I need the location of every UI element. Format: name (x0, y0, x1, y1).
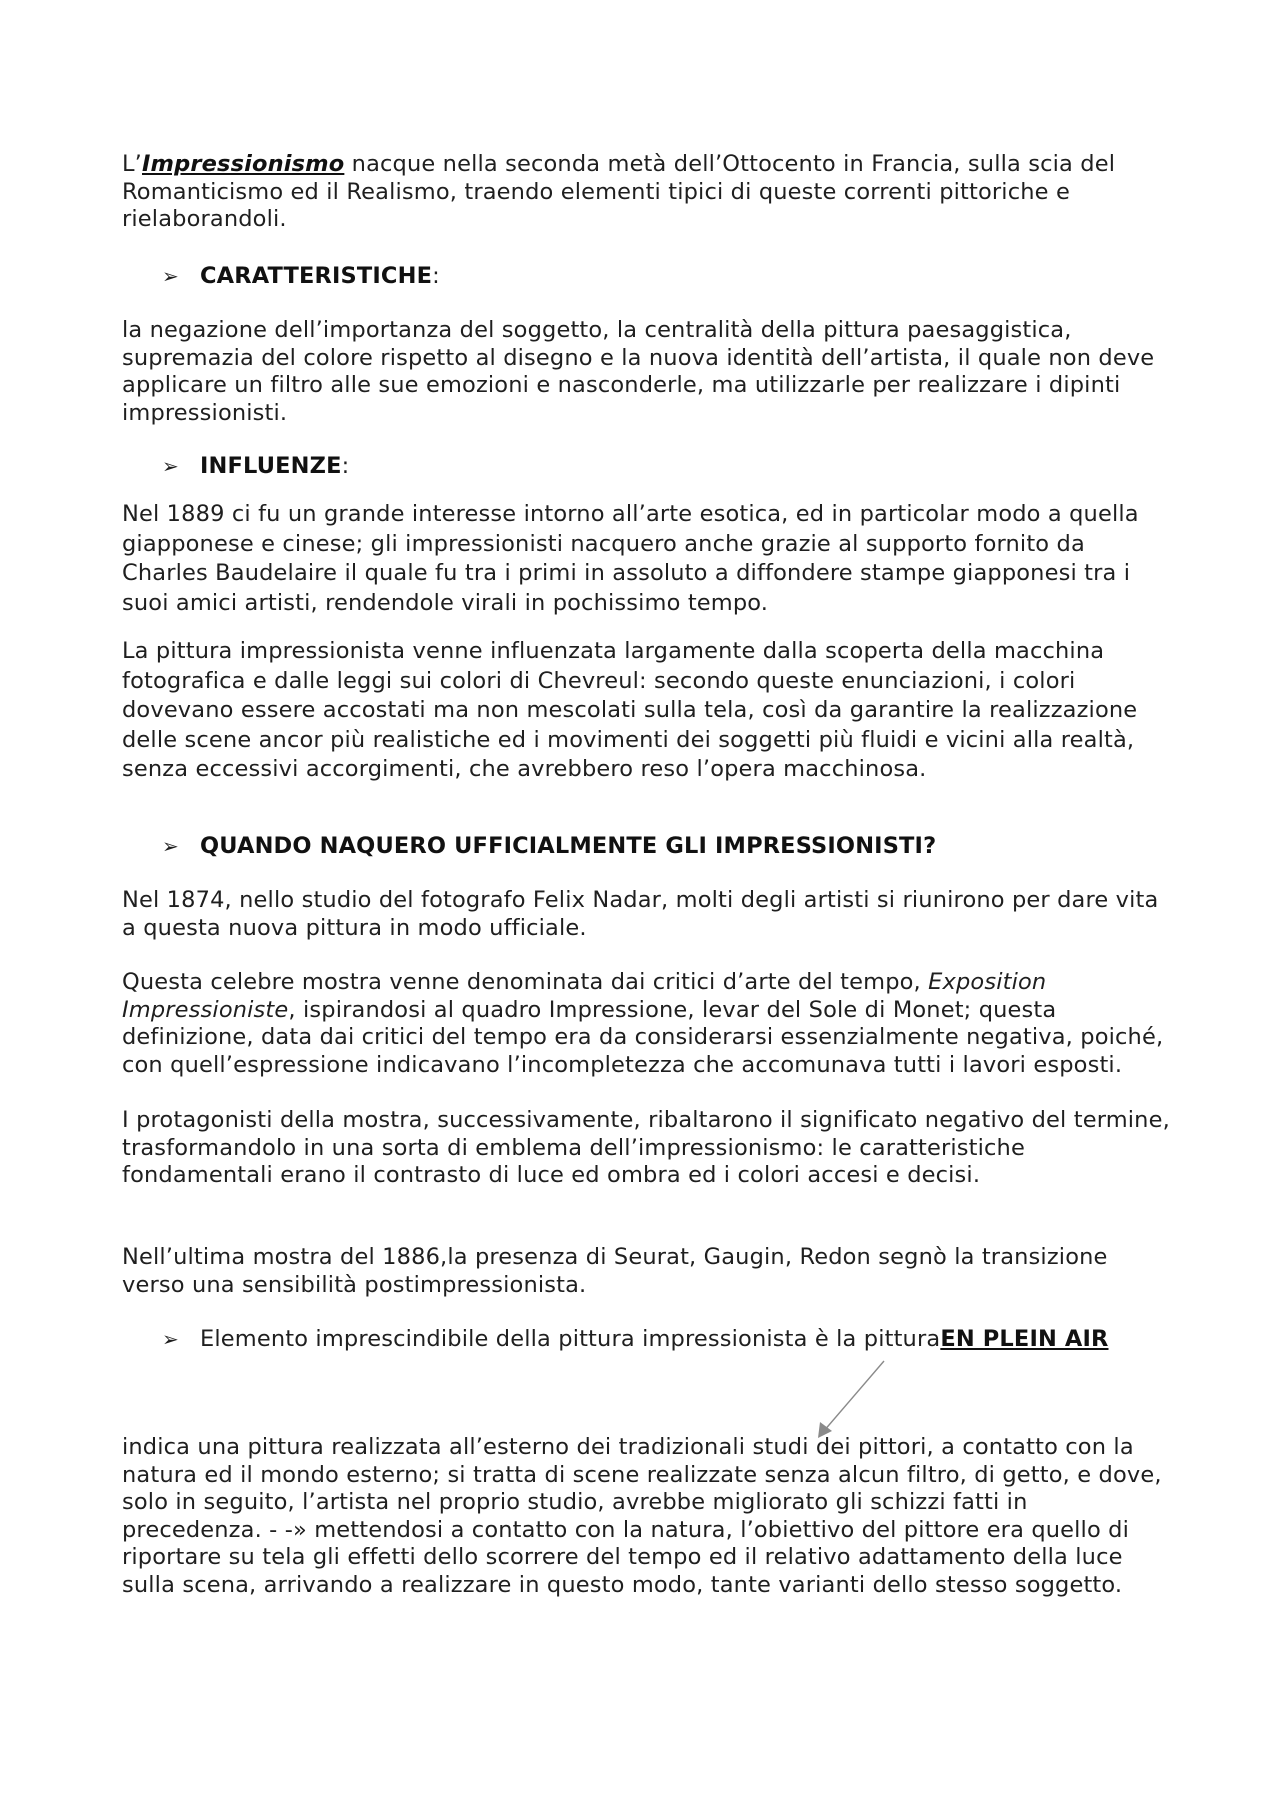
arrow-bullet-icon: ➢ (162, 1327, 179, 1351)
caratteristiche-colon: : (432, 263, 440, 289)
intro-text: nacque nella seconda metà dell’Ottocento in Francia, sulla scia del Romanticismo ed il Realismo, traendo elementi tipici di queste correnti pittoriche e rielaborandoli. (122, 151, 1116, 232)
arrow-bullet-icon: ➢ (162, 834, 179, 858)
intro-prefix: L’ (122, 151, 142, 177)
influenze-title: INFLUENZE (200, 453, 342, 479)
plein-air-term: EN PLEIN AIR (940, 1326, 1109, 1352)
quando-title: QUANDO NAQUERO UFFICIALMENTE GLI IMPRESSIONISTI? (200, 833, 937, 859)
influenze-paragraph-1: Nel 1889 ci fu un grande interesse intorno all’arte esotica, ed in particolar modo a quella giapponese e cinese; gli impressionisti nacquero anche grazie al supporto fornito da Charles Baudelaire il quale fu tra i primi in assoluto a diffondere stampe giapponesi tra i suoi amici artisti, rendendole virali in pochissimo tempo. (122, 501, 1139, 616)
quando-paragraph-3: I protagonisti della mostra, successivamente, ribaltarono il significato negativo del termine, trasformandolo in una sorta di emblema dell’impressionismo: le caratteristiche fondamentali erano il contrasto di luce ed ombra ed i colori accesi e decisi. (122, 1107, 1170, 1188)
influenze-paragraph-2: La pittura impressionista venne influenzata largamente dalla scoperta della macchina fotografica e dalle leggi sui colori di Chevreul: secondo queste enunciazioni, i colori dovevano essere accostati ma non mescolati sulla tela, così da garantire la realizzazione delle scene ancor più realistiche ed i movimenti dei soggetti più fluidi e vicini alla realtà, senza eccessivi accorgimenti, che avrebbero reso l’opera macchinosa. (122, 638, 1138, 782)
exposition-title: Exposition Impressioniste (122, 969, 1047, 1023)
caratteristiche-title: CARATTERISTICHE (200, 263, 433, 289)
impressionismo-term: Impressionismo (142, 151, 345, 177)
arrow-bullet-icon: ➢ (162, 454, 179, 478)
mostra-text-b: , ispirandosi al quadro Impressione, levar del Sole di Monet; questa definizione, data dai critici del tempo era da considerarsi essenzialmente negativa, poiché, con quell’espressione indicavano l’incompletezza che accomunava tutti i lavori esposti. (122, 996, 1164, 1078)
quando-paragraph-1: Nel 1874, nello studio del fotografo Felix Nadar, molti degli artisti si riunirono per dare vita a questa nuova pittura in modo ufficiale. (122, 887, 1159, 941)
plein-air-lead: Elemento imprescindibile della pittura impressionista è la pittura (200, 1326, 941, 1352)
mostra-text-a: Questa celebre mostra venne denominata dai critici d’arte del tempo, (122, 969, 929, 995)
arrow-bullet-icon: ➢ (162, 264, 179, 288)
caratteristiche-paragraph: la negazione dell’importanza del soggetto, la centralità della pittura paesaggistica, supremazia del colore rispetto al disegno e la nuova identità dell’artista, il quale non deve applicare un filtro alle sue emozioni e nasconderle, ma utilizzarle per realizzare i dipinti impressionisti. (122, 317, 1155, 426)
plein-air-paragraph: indica una pittura realizzata all’esterno dei tradizionali studi dei pittori, a contatto con la natura ed il mondo esterno; si tratta di scene realizzate senza alcun filtro, di getto, e dove, solo in seguito, l’artista nel proprio studio, avrebbe migliorato gli schizzi fatti in precedenza. - -» mettendosi a contatto con la natura, l’obiettivo del pittore era quello di riportare su tela gli effetti dello scorrere del tempo ed il relativo adattamento della luce sulla scena, arrivando a realizzare in questo modo, tante varianti dello stesso soggetto. (122, 1434, 1162, 1598)
quando-paragraph-4: Nell’ultima mostra del 1886,la presenza di Seurat, Gaugin, Redon segnò la transizione verso una sensibilità postimpressionista. (122, 1244, 1108, 1298)
influenze-colon: : (341, 453, 350, 479)
